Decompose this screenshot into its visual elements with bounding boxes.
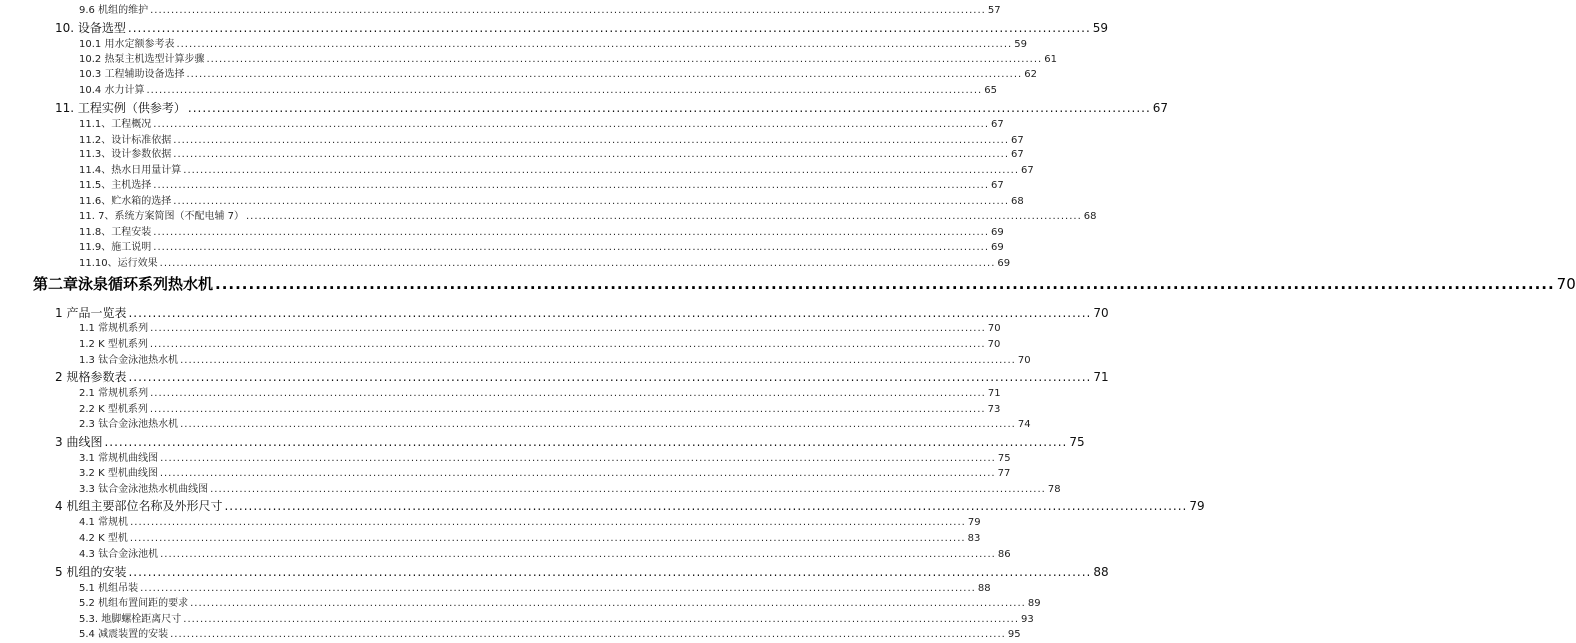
toc-dot-leader: ........................................................................................................................................................................................................ (130, 517, 966, 528)
toc-entry-title: 11.5、主机选择 (79, 180, 152, 191)
toc-entry-title: 10.1 用水定额参考表 (79, 39, 175, 50)
toc-subsection-entry (79, 53, 1057, 67)
toc-subsection-entry (79, 628, 1021, 642)
toc-entry-page: 78 (1047, 484, 1061, 495)
toc-entry-title: 5.3. 地脚螺栓距离尺寸 (79, 614, 182, 625)
toc-entry-page: 59 (1092, 21, 1109, 35)
toc-entry-title: 10.2 热泵主机选型计算步骤 (79, 54, 205, 65)
toc-entry-title: 5.2 机组布置间距的要求 (79, 598, 189, 609)
toc-dot-leader: ........................................................................................................................................................................................................ (246, 211, 1082, 222)
toc-entry-page: 65 (984, 85, 997, 96)
toc-entry-title: 3.1 常规机曲线图 (79, 453, 159, 464)
toc-subsection-entry (79, 582, 991, 596)
toc-section-entry (55, 369, 1109, 386)
toc-subsection-entry (79, 241, 1004, 255)
toc-entry-page: 70 (1556, 275, 1576, 293)
toc-section-entry (55, 20, 1109, 37)
toc-subsection-entry (79, 68, 1037, 82)
toc-subsection-entry (79, 4, 1001, 18)
toc-subsection-entry (79, 354, 1031, 368)
toc-entry-title: 11.1、工程概况 (79, 119, 152, 130)
toc-subsection-entry (79, 516, 981, 530)
toc-entry-page: 95 (1007, 629, 1021, 640)
toc-entry-title: 3.2 K 型机曲线图 (79, 468, 158, 479)
toc-subsection-entry (79, 418, 1031, 432)
toc-dot-leader: ........................................................................................................................................................................................................ (153, 119, 990, 130)
toc-dot-leader: ........................................................................................................................................................................................................ (153, 227, 990, 238)
toc-entry-title: 11.10、运行效果 (79, 258, 158, 269)
toc-dot-leader: ........................................................................................................................................................................................................ (150, 5, 986, 16)
toc-chapter-entry (33, 274, 1576, 294)
toc-dot-leader: ........................................................................................................................................................................................................ (159, 258, 996, 269)
toc-entry-page: 89 (1027, 598, 1041, 609)
toc-entry-title: 11. 工程实例（供参考） (55, 101, 186, 115)
toc-entry-page: 93 (1021, 614, 1034, 625)
toc-entry-title: 第二章泳泉循环系列热水机 (33, 275, 214, 293)
toc-entry-title: 11.6、贮水箱的选择 (79, 196, 172, 207)
toc-entry-page: 83 (967, 533, 981, 544)
toc-dot-leader: ........................................................................................................................................................................................................ (149, 404, 986, 415)
toc-entry-title: 3 曲线图 (55, 435, 103, 449)
toc-dot-leader: ........................................................................................................................................................................................................ (173, 149, 1010, 160)
toc-dot-leader: ........................................................................................................................................................................................................ (183, 614, 1020, 625)
toc-dot-leader: ........................................................................................................................................................................................................ (160, 453, 996, 464)
toc-entry-title: 4.3 钛合金泳池机 (79, 549, 159, 560)
toc-entry-title: 11.3、设计参数依据 (79, 149, 172, 160)
toc-dot-leader: ........................................................................................................................................................................................................ (159, 468, 996, 479)
toc-entry-title: 11.4、热水日用量计算 (79, 165, 182, 176)
toc-dot-leader: ........................................................................................................................................................................................................ (186, 69, 1023, 80)
toc-section-entry (55, 498, 1205, 515)
toc-entry-title: 11. 7、系统方案简图（不配电辅 7） (79, 211, 244, 222)
toc-dot-leader: ........................................................................................................................................................................................................ (224, 499, 1188, 513)
toc-subsection-entry (79, 597, 1041, 611)
toc-section-entry (55, 434, 1085, 451)
toc-entry-title: 5.1 机组吊装 (79, 583, 139, 594)
toc-entry-title: 11.8、工程安装 (79, 227, 152, 238)
toc-subsection-entry (79, 483, 1061, 497)
toc-subsection-entry (79, 226, 1004, 240)
toc-entry-title: 2 规格参数表 (55, 370, 127, 384)
toc-entry-page: 74 (1017, 419, 1031, 430)
toc-entry-page: 61 (1044, 54, 1057, 65)
toc-entry-title: 4.1 常规机 (79, 517, 129, 528)
toc-entry-title: 9.6 机组的维护 (79, 5, 149, 16)
toc-entry-page: 88 (1093, 565, 1109, 579)
toc-entry-page: 68 (1011, 196, 1024, 207)
toc-subsection-entry (79, 164, 1034, 178)
toc-dot-leader: ........................................................................................................................................................................................................ (176, 39, 1013, 50)
toc-entry-title: 2.3 钛合金泳池热水机 (79, 419, 179, 430)
toc-dot-leader: ........................................................................................................................................................................................................ (187, 101, 1151, 115)
toc-dot-leader: ........................................................................................................................................................................................................ (140, 583, 976, 594)
toc-entry-page: 88 (977, 583, 991, 594)
toc-entry-title: 10.3 工程辅助设备选择 (79, 69, 185, 80)
toc-entry-page: 70 (987, 323, 1001, 334)
toc-dot-leader: ........................................................................................................................................................................................................ (153, 242, 990, 253)
toc-entry-title: 4.2 K 型机 (79, 533, 128, 544)
toc-entry-page: 68 (1083, 211, 1097, 222)
toc-entry-page: 57 (987, 5, 1001, 16)
toc-entry-page: 77 (997, 468, 1011, 479)
toc-subsection-entry (79, 613, 1034, 627)
toc-subsection-entry (79, 467, 1011, 481)
toc-subsection-entry (79, 38, 1027, 52)
toc-subsection-entry (79, 148, 1024, 162)
toc-subsection-entry (79, 257, 1011, 271)
toc-section-entry (55, 305, 1109, 322)
toc-entry-page: 71 (1093, 370, 1109, 384)
toc-section-entry (55, 564, 1109, 581)
toc-dot-leader: ........................................................................................................................................................................................................ (183, 165, 1020, 176)
toc-entry-page: 75 (997, 453, 1011, 464)
toc-dot-leader: ........................................................................................................................................................................................................ (128, 306, 1092, 320)
toc-subsection-entry (79, 338, 1001, 352)
toc-dot-leader: ........................................................................................................................................................................................................ (173, 196, 1010, 207)
toc-dot-leader: ........................................................................................................................................................................................................ (190, 598, 1026, 609)
toc-subsection-entry (79, 452, 1011, 466)
toc-subsection-entry (79, 403, 1001, 417)
toc-entry-page: 69 (991, 227, 1004, 238)
toc-entry-title: 2.2 K 型机系列 (79, 404, 148, 415)
toc-dot-leader: ........................................................................................................................................................................................................ (206, 54, 1043, 65)
toc-dot-leader: ........................................................................................................................................................................................................ (160, 549, 996, 560)
toc-subsection-entry (79, 118, 1004, 132)
toc-dot-leader: ........................................................................................................................................................................................................ (149, 339, 986, 350)
toc-entry-page: 86 (997, 549, 1011, 560)
toc-subsection-entry (79, 179, 1004, 193)
toc-entry-page: 59 (1014, 39, 1027, 50)
toc-entry-title: 11.9、施工说明 (79, 242, 152, 253)
toc-dot-leader: ........................................................................................................................................................................................................ (146, 85, 983, 96)
toc-entry-title: 3.3 钛合金泳池热水机曲线图 (79, 484, 209, 495)
toc-subsection-entry (79, 387, 1001, 401)
toc-subsection-entry (79, 322, 1001, 336)
toc-entry-page: 70 (987, 339, 1001, 350)
toc-dot-leader: ........................................................................................................................................................................................................ (150, 388, 986, 399)
toc-entry-page: 69 (991, 242, 1004, 253)
toc-entry-title: 1.2 K 型机系列 (79, 339, 148, 350)
toc-dot-leader: ........................................................................................................................................................................................................ (180, 355, 1016, 366)
toc-entry-title: 1.3 钛合金泳池热水机 (79, 355, 179, 366)
toc-entry-title: 1.1 常规机系列 (79, 323, 149, 334)
toc-entry-page: 73 (987, 404, 1001, 415)
toc-entry-title: 4 机组主要部位名称及外形尺寸 (55, 499, 223, 513)
toc-subsection-entry (79, 548, 1011, 562)
toc-dot-leader: ........................................................................................................................................................................................................ (173, 135, 1010, 146)
toc-dot-leader: ........................................................................................................................................................................................................ (104, 435, 1068, 449)
toc-dot-leader: ........................................................................................................................................................................................................ (153, 180, 990, 191)
toc-entry-page: 67 (991, 119, 1004, 130)
toc-dot-leader: ........................................................................................................................................................................................................ (128, 565, 1092, 579)
toc-entry-page: 67 (1021, 165, 1034, 176)
toc-entry-page: 70 (1093, 306, 1109, 320)
toc-entry-title: 1 产品一览表 (55, 306, 127, 320)
toc-entry-page: 79 (967, 517, 981, 528)
toc-dot-leader: ........................................................................................................................................................................................................ (215, 275, 1555, 293)
toc-entry-title: 2.1 常规机系列 (79, 388, 149, 399)
toc-dot-leader: ........................................................................................................................................................................................................ (129, 533, 966, 544)
toc-entry-page: 67 (1011, 149, 1024, 160)
toc-entry-title: 11.2、设计标准依据 (79, 135, 172, 146)
toc-entry-page: 70 (1017, 355, 1031, 366)
toc-dot-leader: ........................................................................................................................................................................................................ (180, 419, 1016, 430)
toc-entry-page: 69 (997, 258, 1011, 269)
toc-entry-page: 62 (1024, 69, 1037, 80)
toc-dot-leader: ........................................................................................................................................................................................................ (128, 370, 1092, 384)
toc-dot-leader: ........................................................................................................................................................................................................ (150, 323, 986, 334)
toc-section-entry (55, 100, 1169, 117)
toc-subsection-entry (79, 195, 1024, 209)
toc-dot-leader: ........................................................................................................................................................................................................ (210, 484, 1046, 495)
toc-subsection-entry (79, 84, 997, 98)
toc-entry-title: 10. 设备选型 (55, 21, 126, 35)
toc-dot-leader: ........................................................................................................................................................................................................ (170, 629, 1006, 640)
toc-entry-page: 67 (1011, 135, 1024, 146)
toc-entry-page: 71 (987, 388, 1001, 399)
toc-entry-page: 67 (1152, 101, 1169, 115)
toc-entry-page: 67 (991, 180, 1004, 191)
toc-dot-leader: ........................................................................................................................................................................................................ (127, 21, 1091, 35)
toc-entry-page: 75 (1069, 435, 1085, 449)
toc-entry-title: 5.4 减震装置的安装 (79, 629, 169, 640)
toc-subsection-entry (79, 532, 981, 546)
toc-entry-title: 10.4 水力计算 (79, 85, 145, 96)
toc-subsection-entry (79, 210, 1097, 224)
toc-entry-title: 5 机组的安装 (55, 565, 127, 579)
toc-subsection-entry (79, 134, 1024, 148)
toc-entry-page: 79 (1189, 499, 1205, 513)
